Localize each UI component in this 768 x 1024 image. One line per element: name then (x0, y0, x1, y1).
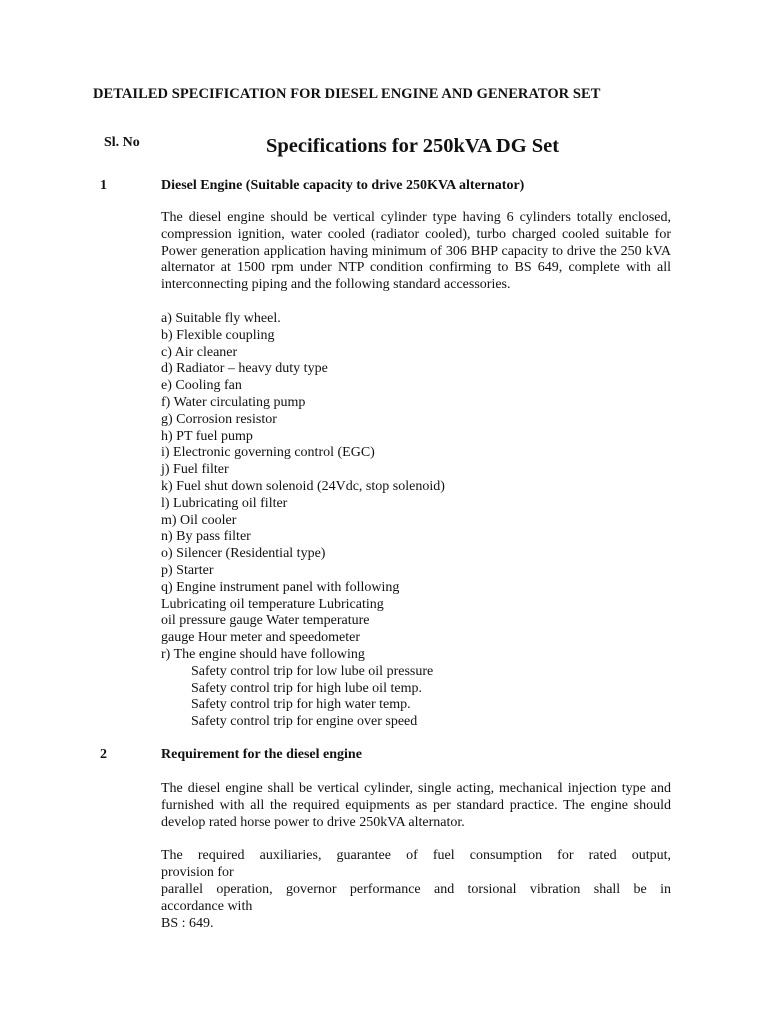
list-item: n) By pass filter (161, 529, 251, 545)
spec-title: Specifications for 250kVA DG Set (266, 135, 560, 157)
list-item: j) Fuel filter (161, 462, 229, 478)
list-item: oil pressure gauge Water temperature (161, 613, 370, 629)
section-1-number: 1 (100, 178, 107, 193)
list-item: f) Water circulating pump (161, 394, 306, 410)
section-2-number: 2 (100, 747, 107, 762)
list-item: c) Air cleaner (161, 344, 238, 360)
list-item: k) Fuel shut down solenoid (24Vdc, stop solenoid) (161, 478, 445, 494)
list-item: Lubricating oil temperature Lubricating (161, 596, 384, 612)
list-item: e) Cooling fan (161, 378, 242, 394)
safety-item: Safety control trip for low lube oil pressure (191, 663, 434, 679)
list-item: p) Starter (161, 562, 214, 578)
safety-item: Safety control trip for high lube oil temp. (191, 680, 422, 696)
section-2-paragraph-2-line-4: accordance with (161, 899, 253, 914)
section-2-paragraph-2-line-3: parallel operation, governor performance and torsional vibration shall be in (161, 882, 671, 897)
section-1-heading: Diesel Engine (Suitable capacity to drive 250KVA alternator) (161, 178, 525, 193)
list-item: gauge Hour meter and speedometer (161, 630, 361, 646)
section-2-heading: Requirement for the diesel engine (161, 747, 362, 762)
safety-item: Safety control trip for engine over speed (191, 714, 418, 730)
section-1-paragraph: The diesel engine should be vertical cylinder type having 6 cylinders totally enclosed, compression ignition, water cooled (radiator cooled), turbo charged cooled suitable for Power generation application having minimum of 306 BHP capacity to drive the 250 kVA alternator at 1500 rpm under NTP condition confirming to BS 649, complete with all interconnecting piping and the following standard accessories. (161, 210, 671, 293)
list-item: d) Radiator – heavy duty type (161, 361, 328, 377)
list-item: h) PT fuel pump (161, 428, 253, 444)
sl-no-label: Sl. No (104, 135, 140, 150)
list-item: a) Suitable fly wheel. (161, 311, 281, 326)
safety-item: Safety control trip for high water temp. (191, 697, 411, 713)
section-2-paragraph-2-line-1: The required auxiliaries, guarantee of fuel consumption for rated output, (161, 848, 671, 863)
section-2-paragraph-2-line-5: BS : 649. (161, 916, 214, 931)
list-item: r) The engine should have following (161, 646, 365, 662)
list-item: g) Corrosion resistor (161, 411, 277, 427)
list-item: i) Electronic governing control (EGC) (161, 445, 375, 461)
list-item: o) Silencer (Residential type) (161, 546, 326, 562)
accessories-list (161, 311, 445, 731)
list-item: b) Flexible coupling (161, 327, 275, 343)
list-item: q) Engine instrument panel with following (161, 579, 400, 595)
document-heading: DETAILED SPECIFICATION FOR DIESEL ENGINE AND GENERATOR SET (93, 86, 601, 102)
section-2-paragraph-2-line-2: provision for (161, 865, 234, 880)
list-item: m) Oil cooler (161, 512, 237, 528)
list-item: l) Lubricating oil filter (161, 495, 288, 511)
section-2-paragraph-1: The diesel engine shall be vertical cylinder, single acting, mechanical injection type and furnished with all the required equipments as per standard practice. The engine should develop rated horse power to drive 250kVA alternator. (161, 781, 671, 830)
